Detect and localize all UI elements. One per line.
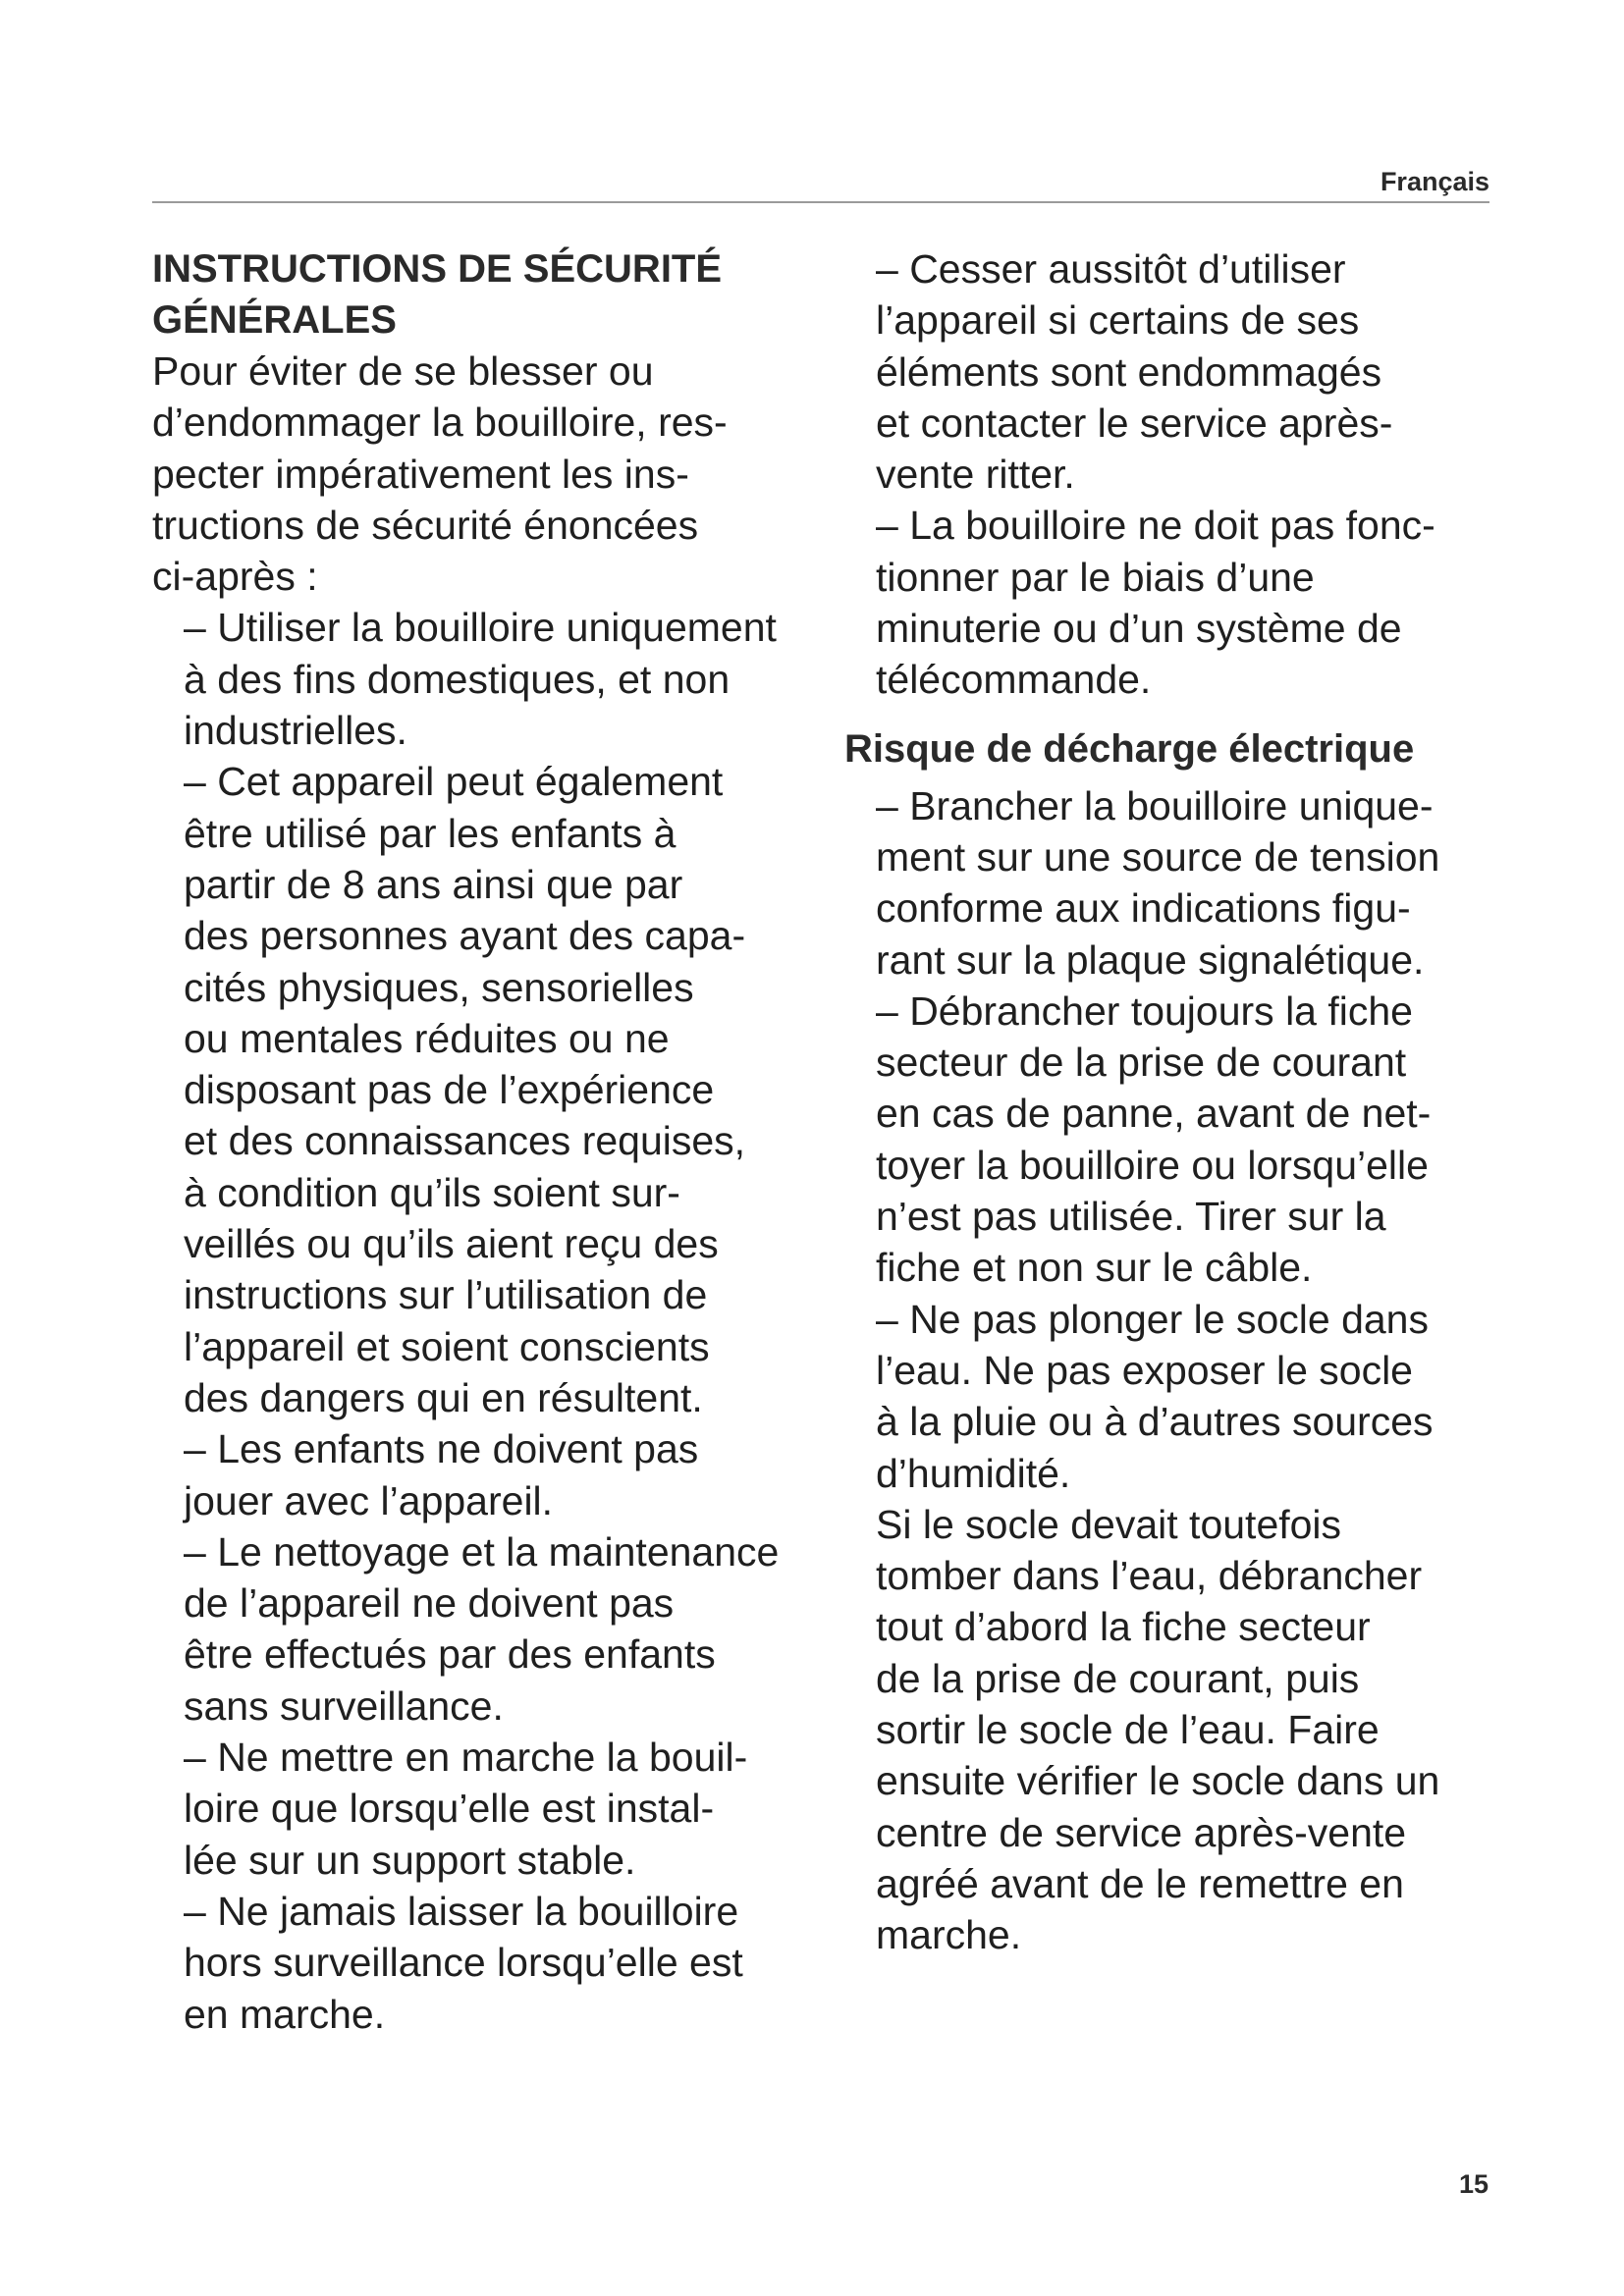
section-title: INSTRUCTIONS DE SÉCURITÉ GÉNÉRALES (152, 247, 723, 342)
list-item: – Ne mettre en marche la bouil- loire que lorsqu’elle est instal- lée sur un support stable. (184, 1735, 748, 1883)
list-item: – Cesser aussitôt d’utiliser l’appareil si certains de ses éléments sont endommagés et contacter le service après- vente ritter. (876, 246, 1393, 498)
list-item: – Le nettoyage et la maintenance de l’appareil ne doivent pas être effectués par des enfants sans surveillance. (184, 1528, 780, 1729)
subsection-title: Risque de décharge électrique (844, 726, 1415, 771)
language-label: Français (1380, 167, 1489, 196)
left-column (152, 243, 839, 2040)
list-item: – Brancher la bouilloire unique- ment sur une source de tension conforme aux indications figu- rant sur la plaque signalétique. (876, 782, 1440, 983)
list-item: – Utiliser la bouilloire uniquement à des fins domestiques, et non industrielles. (184, 605, 777, 754)
list-item: – Les enfants ne doivent pas jouer avec l’appareil. (184, 1426, 699, 1523)
right-column (844, 243, 1492, 1961)
page-number: 15 (1458, 2169, 1489, 2199)
list-item: – Débrancher toujours la fiche secteur de la prise de courant en cas de panne, avant de net- toyer la bouilloire ou lorsqu’elle n’est pas utilisée. Tirer sur la fiche et non sur le câble. (876, 988, 1432, 1291)
list-item: – Ne pas plonger le socle dans l’eau. Ne pas exposer le socle à la pluie ou à d’autres sources d’humidité. Si le socle devait toutefois tomber dans l’eau, débrancher tout d’abord la fiche secteur de la prise de courant, puis sortir le socle de l’eau. Faire ensuite vérifier le socle dans un centre de service après-vente agréé avant de le remettre en marche. (876, 1296, 1440, 1958)
list-item: – La bouilloire ne doit pas fonc- tionner par le biais d’une minuterie ou d’un système de télécommande. (876, 503, 1435, 703)
header-divider (152, 201, 1489, 203)
list-item: – Cet appareil peut également être utilisé par les enfants à partir de 8 ans ainsi que par des personnes ayant des capa- cités physiques, sensorielles ou mentales réduites ou ne disposant pas de l’expérience et des connaissances requises, à condition qu’ils soient sur- veillés ou qu’ils aient reçu des instructions sur l’utilisation de l’appareil et soient conscients des dangers qui en résultent. (184, 759, 746, 1420)
intro-paragraph: Pour éviter de se blesser ou d’endommager la bouilloire, res- pecter impérativement les ins- tructions de sécurité énoncées ci-après : (152, 348, 728, 600)
list-item: – Ne jamais laisser la bouilloire hors surveillance lorsqu’elle est en marche. (184, 1888, 743, 2037)
